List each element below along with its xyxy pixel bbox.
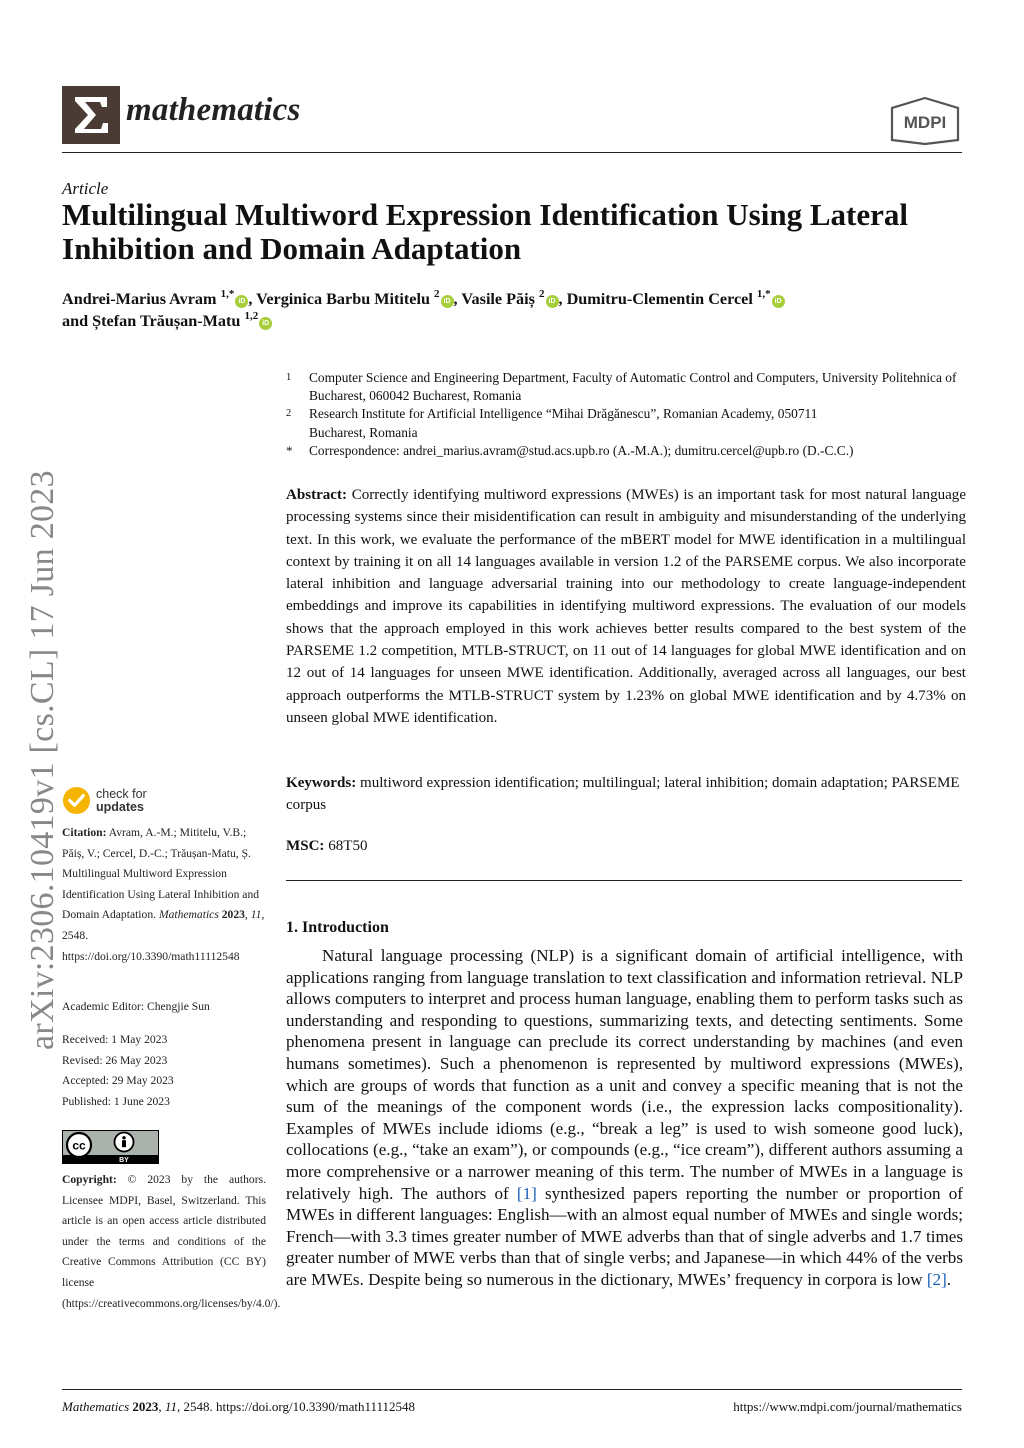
author-affil: 1,* <box>220 288 235 300</box>
affiliation-mark: 1 <box>286 372 292 383</box>
authors-conjunction: and <box>62 312 89 330</box>
citation-link[interactable]: [2] <box>926 1269 947 1289</box>
updates-label: updates <box>96 799 144 814</box>
copyright-text: © 2023 by the authors. Licensee MDPI, Basel, Switzerland. This article is an open access article distributed under the terms and conditions of the Creative Commons Attribution (CC BY) license (https://creativecommons.org/licenses/by/4.0/). <box>62 1173 281 1310</box>
citation-doi: , 2548. https://doi.org/10.3390/math11112548 <box>62 908 265 963</box>
intro-text-b: synthesized papers reporting the number or proportion of MWEs in different languages: English—with an almost equal number of MWEs and single words; French—with 3.3 times greater number of MWE adverbs than that of single adverbs and 1.7 times greater number of MWE verbs than that of single verbs; and Japanese—in which 44% of the verbs are MWEs. Despite being so numerous in the dictionary, MWEs’ frequency in corpora is low <box>286 1183 963 1289</box>
msc-code: 68T50 <box>328 838 368 854</box>
header-rule <box>62 152 962 153</box>
correspondence-text: Correspondence: andrei_marius.avram@stud.acs.upb.ro (A.-M.A.); dumitru.cercel@upb.ro (D.-C.C.) <box>309 442 854 458</box>
paper-title: Multilingual Multiword Expression Identification Using Lateral Inhibition and Domain Adaptation <box>62 197 908 266</box>
orcid-icon[interactable]: iD <box>772 295 785 308</box>
orcid-icon[interactable]: iD <box>259 317 272 330</box>
affiliation-text: Computer Science and Engineering Department, Faculty of Automatic Control and Computers, University Politehnica of Bucharest, 060042 Bucharest, Romania <box>309 370 957 404</box>
journal-logo <box>62 86 120 144</box>
footer-volume: 11 <box>164 1399 177 1414</box>
abstract-text: Correctly identifying multiword expressions (MWEs) is an important task for most natural language processing systems since their misidentification can result in ambiguity and misunderstanding of the underlying text. In this work, we evaluate the performance of the mBERT model for MWE identification in a multilingual context by training it on all 14 languages available in version 1.2 of the PARSEME corpus. We also incorporate lateral inhibition and language adversarial training into our methodology to create language-independent embeddings and improve its capabilities in identifying multiword expressions. The evaluation of our models shows that the approach employed in this work achieves better results compared to the best system of the PARSEME 1.2 competition, MTLB-STRUCT, on 11 out of 14 languages for global MWE identification and on 12 out of 14 languages for unseen MWE identification. Additionally, averaged across all languages, our best approach outperforms the MTLB-STRUCT system by 1.23% on global MWE identification and by 4.73% on unseen global MWE identification. <box>286 487 966 726</box>
published-date: Published: 1 June 2023 <box>62 1094 170 1108</box>
introduction-paragraph <box>286 945 963 1291</box>
copyright-notice <box>62 1170 281 1314</box>
section-heading: 1. Introduction <box>286 919 389 936</box>
author-name: Ștefan Trăușan-Matu <box>92 312 241 330</box>
orcid-icon[interactable]: iD <box>235 295 248 308</box>
footer-doi[interactable]: , 2548. https://doi.org/10.3390/math11112548 <box>176 1399 416 1414</box>
accepted-date: Accepted: 29 May 2023 <box>62 1074 174 1088</box>
received-date: Received: 1 May 2023 <box>62 1033 168 1046</box>
author-name: Dumitru-Clementin Cercel <box>566 290 753 308</box>
by-label: BY <box>119 1157 129 1164</box>
cc-by-license-badge[interactable] <box>62 1130 159 1164</box>
affiliations <box>286 369 966 460</box>
article-type: Article <box>62 179 109 198</box>
citation-link[interactable]: [1] <box>516 1183 537 1203</box>
journal-name: mathematics <box>126 92 301 128</box>
affiliation-item <box>286 405 966 441</box>
footer-journal: Mathematics <box>62 1399 130 1414</box>
correspondence <box>286 442 966 460</box>
msc <box>286 838 368 855</box>
footer-year: 2023 <box>132 1399 159 1414</box>
footer-citation: Mathematics 2023, 11, 2548. https://doi.org/10.3390/math11112548 <box>62 1399 416 1414</box>
author-affil: 1,2 <box>244 310 259 322</box>
citation-block: Citation: Avram, A.-M.; Mititelu, V.B.; Păiș, V.; Cercel, D.-C.; Trăușan-Matu, Ș. Multilingual Multiword Expression Identification Using Lateral Inhibition and Domain Adaptation. Mathematics 2023, 11, 2548. https://doi.org/10.3390/math11112548 <box>62 826 265 963</box>
author-name: Vasile Păiș <box>461 290 535 308</box>
academic-editor: Academic Editor: Chengjie Sun <box>62 1000 210 1013</box>
author-name: Andrei-Marius Avram <box>62 290 217 308</box>
citation-journal: Mathematics <box>158 908 219 922</box>
revised-date: Revised: 26 May 2023 <box>62 1053 168 1067</box>
citation-label: Citation: <box>62 826 107 839</box>
intro-text-c: . <box>946 1269 952 1289</box>
footer-journal-url[interactable]: https://www.mdpi.com/journal/mathematics <box>733 1399 962 1414</box>
arxiv-stamp: arXiv:2306.10419v1 [cs.CL] 17 Jun 2023 <box>24 470 61 1050</box>
keywords-label: Keywords: <box>286 775 357 791</box>
affiliation-item <box>286 369 966 405</box>
orcid-icon[interactable]: iD <box>441 295 454 308</box>
affiliation-mark: 2 <box>286 408 292 420</box>
keywords-text: multiword expression identification; multilingual; lateral inhibition; domain adaptation; PARSEME corpus <box>286 775 960 814</box>
abstract-label: Abstract: <box>286 487 348 503</box>
author-name: Verginica Barbu Mititelu <box>256 290 430 308</box>
footer-rule <box>62 1389 962 1390</box>
mdpi-logo-text: MDPI <box>903 113 947 132</box>
author-affil: 1,* <box>756 288 771 300</box>
intro-text-a: Natural language processing (NLP) is a significant domain of artificial intelligence, with applications ranging from language translation to text classification and information retrieval. NLP allows computers to interpret and process human language, enabling them to perform tasks such as understanding and responding to questions, summarizing texts, and detecting sentiments. Some phenomena present in language can preclude its correct understanding by machines (and even humans sometimes). Such a phenomenon is represented by multiword expressions (MWEs), which are groups of words that function as a unit and convey a specific meaning that is not the sum of the meanings of the component words (i.e., the expression lacks compositionality). Examples of MWEs include idioms (e.g., “break a leg” is used to wish someone good luck), collocations (e.g., “take an exam”), or compounds (e.g., “ice cream”), different authors assuming a more comprehensive or a narrower meaning of this term. The number of MWEs in a language is relatively high. The authors of <box>286 946 963 1203</box>
affiliation-mark: * <box>286 442 293 458</box>
check-for-label: check for <box>96 786 147 801</box>
citation-year: 2023 <box>221 908 245 922</box>
abstract <box>286 484 966 729</box>
section-rule <box>286 880 962 881</box>
mdpi-logo <box>888 96 962 146</box>
cc-icon: cc <box>72 1138 86 1153</box>
orcid-icon[interactable]: iD <box>546 295 559 308</box>
author-affil: 2 <box>539 288 545 300</box>
citation-authors: Avram, A.-M.; Mititelu, V.B.; Păiș, V.; Cercel, D.-C.; Trăușan-Matu, Ș. Multilingual Multiword Expression Identification Using Lateral Inhibition and Domain Adaptation. <box>62 826 260 922</box>
check-for-updates-button[interactable] <box>62 786 147 815</box>
affiliation-text: Research Institute for Artificial Intelligence “Mihai Drăgănescu”, Romanian Academy, 050711 Bucharest, Romania <box>309 406 818 440</box>
author-list: Andrei-Marius Avram $^{1,*}$iD , Verginica Barbu Mititelu $^2$iD , Vasile Păiș $^2$iD , Dumitru-Clementin Cercel $^{1,*}$iD and Ștefan Trăușan-Matu $^{1,2}$iD <box>62 288 972 332</box>
citation-volume: 11 <box>250 908 262 922</box>
sigma-icon <box>69 93 113 137</box>
msc-label: MSC: <box>286 838 325 854</box>
keywords <box>286 772 966 817</box>
publication-dates <box>62 1030 266 1112</box>
author-affil: 2 <box>434 288 440 300</box>
copyright-label: Copyright: <box>62 1173 117 1186</box>
check-icon <box>62 786 91 815</box>
